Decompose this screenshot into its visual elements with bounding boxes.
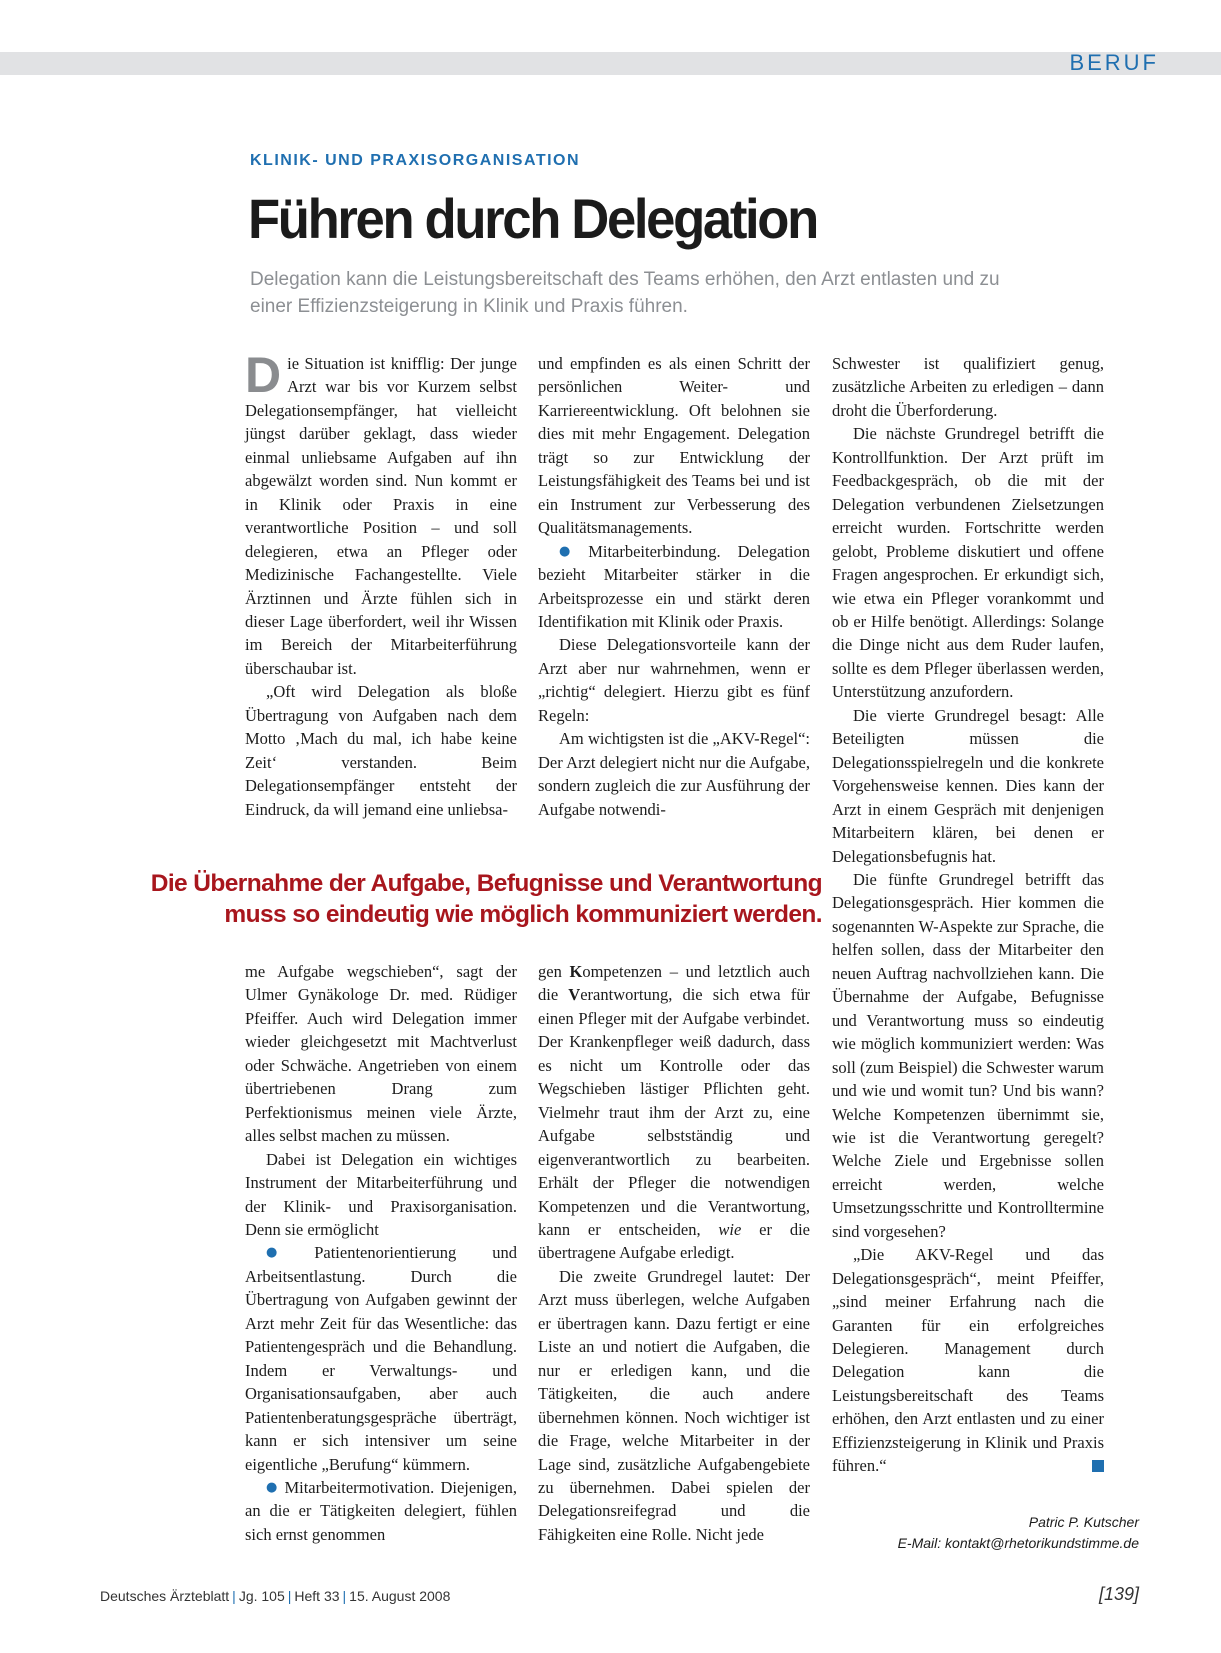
pull-quote xyxy=(120,868,822,930)
paragraph: Am wichtigsten ist die „AKV-Regel“: Der Arzt delegiert nicht nur die Aufgabe, sondern zugleich die zur Ausführung der Aufgabe notwendi- xyxy=(538,729,810,819)
bullet-icon: ● xyxy=(266,1245,310,1261)
paragraph: Diese Delegationsvorteile kann der Arzt aber nur wahrnehmen, wenn er „richtig“ delegiert. Hierzu gibt es fünf Regeln: xyxy=(538,635,810,725)
volume: Jg. 105 xyxy=(238,1588,285,1604)
article-standfirst: Delegation kann die Leistungsbereitschaft des Teams erhöhen, den Arzt entlasten und zu einer Effizienzsteigerung in Klinik und Praxis führen. xyxy=(250,269,1000,317)
column-1-top xyxy=(245,347,517,821)
bullet-paragraph: ● Mitarbeiterbindung. Delegation bezieht Mitarbeiter stärker in die Arbeitsprozesse ein und stärkt deren Identifikation mit Klinik oder Praxis. xyxy=(538,541,810,631)
paragraph: Die Situation ist knifflig: Der junge Arzt war bis vor Kurzem selbst Delegationsempfänger, hat vielleicht jüngst darüber geklagt, dass wieder einmal unliebsame Aufgaben auf ihn abgewälzt worden sind. Nun kommt er in Klinik oder Praxis in eine verantwortliche Position – und soll delegieren, etwa an Pfleger oder Medizinische Fachangestellte. Viele Ärztinnen und Ärzte fühlen sich in dieser Lage überfordert, weil ihr Wissen im Bereich der Mitarbeiterführung überschaubar ist. xyxy=(245,347,517,678)
paragraph: Die vierte Grundregel besagt: Alle Beteiligten müssen die Delegationsspielregeln und die konkrete Vorgehensweise kennen. Dies kann der Arzt in einem Gespräch mit denjenigen Mitarbeitern klären, bei denen er Delegationsbefugnis hat. xyxy=(832,705,1104,866)
paragraph: „Oft wird Delegation als bloße Übertragung von Aufgaben nach dem Motto ‚Mach du mal, ich habe keine Zeit‘ verstanden. Beim Delegationsempfänger entsteht der Eindruck, da will jemand eine unliebsa- xyxy=(245,682,517,819)
pull-quote-line: muss so eindeutig wie möglich kommuniziert werden. xyxy=(224,901,822,928)
author-email: E-Mail: kontakt@rhetorikundstimme.de xyxy=(897,1535,1139,1551)
journal-name: Deutsches Ärzteblatt xyxy=(100,1588,230,1604)
paragraph: und empfinden es als einen Schritt der persönlichen Weiter- und Karriereentwicklung. Oft belohnen sie dies mit mehr Engagement. Delegation trägt so zur Entwicklung der Leistungsfähigkeit des Teams bei und ist ein Instrument zur Verbesserung des Qualitätsmanagements. xyxy=(538,354,810,538)
bullet-icon: ● xyxy=(559,543,584,559)
separator: | xyxy=(287,1588,292,1604)
paragraph: Dabei ist Delegation ein wichtiges Instrument der Mitarbeiterführung und der Klinik- und Praxisorganisation. Denn sie ermöglicht xyxy=(245,1149,517,1239)
date: 15. August 2008 xyxy=(349,1588,451,1604)
drop-cap: D xyxy=(245,347,282,403)
issue: Heft 33 xyxy=(294,1588,340,1604)
pull-quote-line: Die Übernahme der Aufgabe, Befugnisse und Verantwortung xyxy=(150,870,822,897)
separator: | xyxy=(232,1588,236,1604)
page-footer xyxy=(100,1588,450,1604)
header-bar xyxy=(0,52,1221,75)
bullet-icon: ● xyxy=(266,1479,280,1495)
page-number: [139] xyxy=(1098,1584,1139,1604)
paragraph: Schwester ist qualifiziert genug, zusätzliche Arbeiten zu erledigen – dann droht die Überforderung. xyxy=(832,354,1104,420)
author-signature xyxy=(898,1512,1139,1554)
column-2-top xyxy=(538,352,810,821)
paragraph: „Die AKV-Regel und das Delegationsgespräch“, meint Pfeiffer, „sind meiner Erfahrung nach die Garanten für ein erfolgreiches Delegieren. Management durch Delegation kann die Leistungsbereitschaft des Teams erhöhen, den Arzt entlasten und zu einer Effizienzsteigerung in Klinik und Praxis führen.“ xyxy=(832,1245,1104,1476)
paragraph: Die nächste Grundregel betrifft die Kontrollfunktion. Der Arzt prüft im Feedbackgespräch, ob die mit der Delegation verbundenen Zielsetzungen erreicht wurden. Fortschritte werden gelobt, Probleme diskutiert und offene Fragen angesprochen. Er erkundigt sich, wie etwa ein Pfleger vorankommt und ob er Hilfe benötigt. Allerdings: Solange die Dinge nicht aus dem Ruder laufen, sollte es dem Pfleger überlassen werden, Unterstützung anzufordern. xyxy=(832,424,1104,702)
end-mark-icon xyxy=(1092,1460,1104,1472)
paragraph: Die zweite Grundregel lautet: Der Arzt muss überlegen, welche Aufgaben er übertragen kann. Dazu fertigt er eine Liste an und notiert die Aufgaben, die nur er erledigen kann, und die Tätigkeiten, die auch andere übernehmen können. Noch wichtiger ist die Frage, welche Mitarbeiter in der Lage sind, zusätzliche Aufgabengebiete zu übernehmen. Dabei spielen der Delegationsreifegrad und die Fähigkeiten eine Rolle. Nicht jede xyxy=(538,1266,810,1544)
bullet-paragraph: ● Patientenorientierung und Arbeitsentlastung. Durch die Übertragung von Aufgaben gewinnt der Arzt mehr Zeit für das Wesentliche: das Patientengespräch und die Behandlung. Indem er Verwaltungs- und Organisationsaufgaben, aber auch Patientenberatungsgespräche überträgt, kann er sich intensiver um seine eigentliche „Berufung“ kümmern. xyxy=(245,1243,517,1474)
article-title: Führen durch Delegation xyxy=(248,187,817,250)
paragraph: gen Kompetenzen – und letztlich auch die Verantwortung, die sich etwa für einen Pfleger mit der Aufgabe verbindet. Der Krankenpfleger weiß dadurch, dass es nicht um Kontrolle oder das Wegschieben lästiger Pflichten geht. Vielmehr traut ihm der Arzt zu, eine Aufgabe selbstständig und eigenverantwortlich zu bearbeiten. Erhält der Pfleger die notwendigen Kompetenzen und die Verantwortung, kann er entscheiden, wie er die übertragene Aufgabe erledigt. xyxy=(538,962,810,1263)
column-3 xyxy=(832,352,1104,1478)
column-2-bottom xyxy=(538,960,810,1546)
section-label: BERUF xyxy=(1069,50,1159,75)
author-name: Patric P. Kutscher xyxy=(1028,1514,1139,1530)
paragraph: Die fünfte Grundregel betrifft das Delegationsgespräch. Hier kommen die sogenannten W-Aspekte zur Sprache, die helfen sollen, dass der Mitarbeiter den neuen Auftrag nachvollziehen kann. Die Übernahme der Aufgabe, Befugnisse und Verantwortung muss so eindeutig wie möglich kommuniziert werden: Was soll (zum Beispiel) die Schwester warum und wie und womit tun? Und bis wann? Welche Kompetenzen übernimmt sie, wie ist die Verantwortung geregelt? Welche Ziele und Ergebnisse sollen erreicht werden, welche Umsetzungsschritte und Kontrolltermine sind vorgesehen? xyxy=(832,869,1104,1241)
bullet-paragraph: ● Mitarbeitermotivation. Diejenigen, an die er Tätigkeiten delegiert, fühlen sich ernst genommen xyxy=(245,1477,517,1544)
column-1-bottom xyxy=(245,960,517,1546)
paragraph: me Aufgabe wegschieben“, sagt der Ulmer Gynäkologe Dr. med. Rüdiger Pfeiffer. Auch wird Delegation immer wieder gleichgesetzt mit Machtverlust oder Schwäche. Angetrieben von einem übertriebenen Drang zum Perfektionismus meinen viele Ärzte, alles selbst machen zu müssen. xyxy=(245,962,517,1146)
article-kicker: KLINIK- UND PRAXISORGANISATION xyxy=(250,152,581,169)
separator: | xyxy=(342,1588,347,1604)
